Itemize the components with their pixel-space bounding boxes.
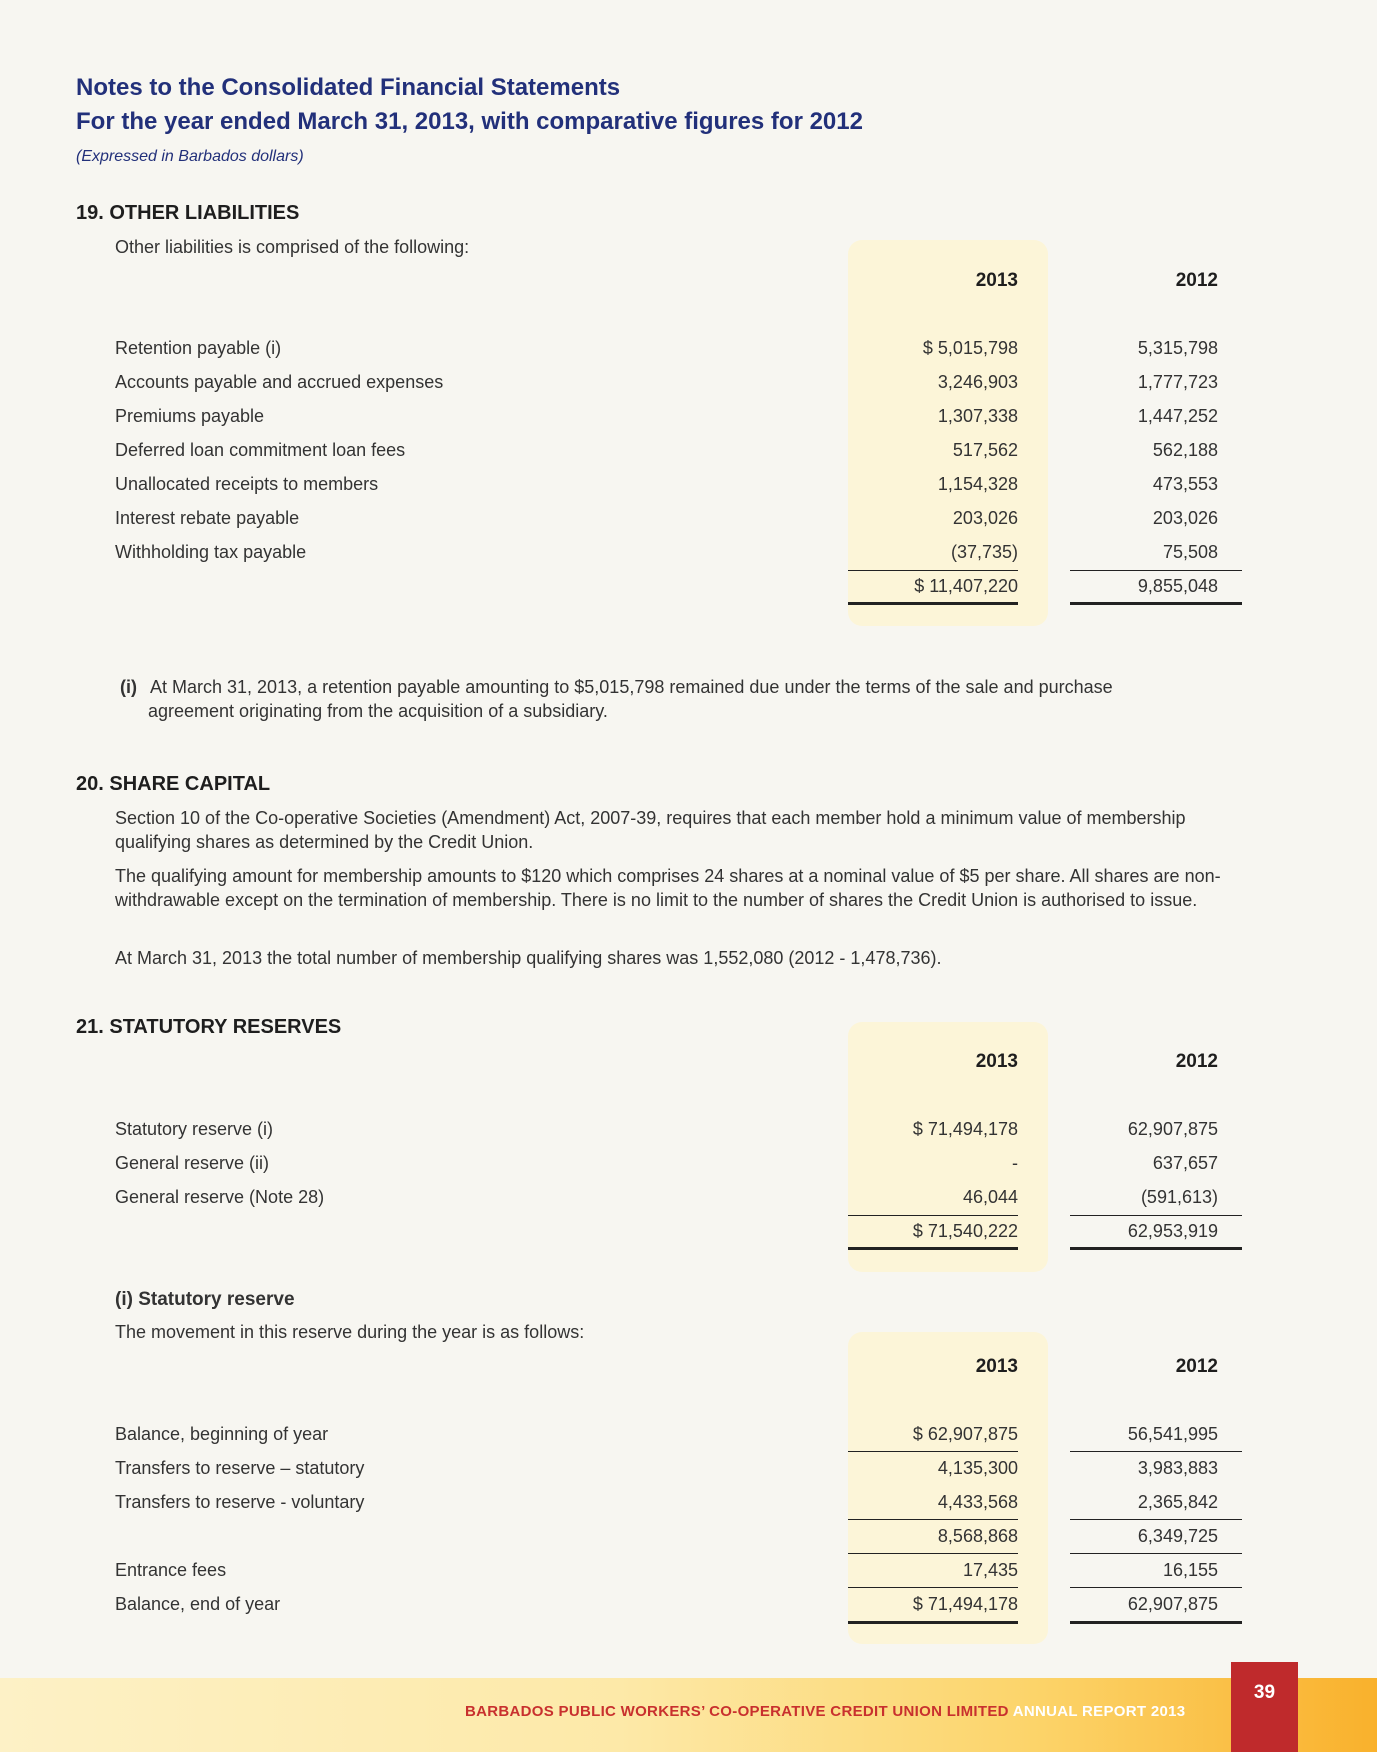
statutory-reserve-heading: (i) Statutory reserve xyxy=(115,1289,295,1310)
total-2013: $ 11,407,220 xyxy=(914,576,1018,596)
total-rule xyxy=(1070,602,1242,605)
footer-report: ANNUAL REPORT 2013 xyxy=(1008,1703,1186,1720)
value-2012: 562,188 xyxy=(1152,440,1218,460)
row-label: Accounts payable and accrued expenses xyxy=(115,372,444,392)
page-title: Notes to the Consolidated Financial Statements xyxy=(76,74,621,101)
share-capital-paragraph-2: The qualifying amount for membership amounts to $120 which comprises 24 shares at a nominal value of $5 per share. All shares are non-withdrawable except on the termination of membership. There is no limit to the number of shares the Credit Union is authorised to issue. xyxy=(115,866,1221,910)
total-row xyxy=(0,1215,1377,1249)
table-row xyxy=(0,332,1377,366)
table-row xyxy=(0,366,1377,400)
table-row xyxy=(0,400,1377,434)
value-2013: 4,433,568 xyxy=(937,1492,1018,1512)
value-2012: 1,777,723 xyxy=(1137,372,1218,392)
note-marker: (i) xyxy=(120,677,137,697)
value-2012: 56,541,995 xyxy=(1127,1424,1218,1444)
value-2012: 5,315,798 xyxy=(1137,338,1218,358)
note-text: At March 31, 2013, a retention payable amounting to $5,015,798 remained due under the terms of the sale and purchase xyxy=(150,677,1113,697)
row-label: Unallocated receipts to members xyxy=(115,474,379,494)
table-row xyxy=(0,502,1377,536)
table-row xyxy=(0,536,1377,570)
total-rule xyxy=(1070,1247,1242,1250)
total-rule xyxy=(848,1247,1018,1250)
row-label: Deferred loan commitment loan fees xyxy=(115,440,406,460)
page-subtitle: For the year ended March 31, 2013, with comparative figures for 2012 xyxy=(76,108,863,135)
section-21-heading: 21. STATUTORY RESERVES xyxy=(76,1016,342,1038)
note-text-continued: agreement originating from the acquisition of a subsidiary. xyxy=(148,701,608,721)
table-row xyxy=(0,1113,1377,1147)
value-2013: 8,568,868 xyxy=(937,1526,1018,1546)
total-row xyxy=(0,1588,1377,1622)
table-row xyxy=(0,1452,1377,1486)
value-2013: 4,135,300 xyxy=(937,1458,1018,1478)
value-2012: 16,155 xyxy=(1162,1560,1218,1580)
value-2012: 2,365,842 xyxy=(1137,1492,1218,1512)
row-label: Transfers to reserve - voluntary xyxy=(115,1492,365,1512)
currency-note: (Expressed in Barbados dollars) xyxy=(76,148,304,165)
value-2012: 75,508 xyxy=(1162,542,1218,562)
value-2012: 62,907,875 xyxy=(1127,1594,1218,1614)
value-2013: $ 71,494,178 xyxy=(912,1119,1018,1139)
value-2013: 1,154,328 xyxy=(937,474,1018,494)
total-2013: $ 71,540,222 xyxy=(912,1221,1018,1241)
row-label: General reserve (ii) xyxy=(115,1153,270,1173)
value-2012: 62,907,875 xyxy=(1127,1119,1218,1139)
value-2012: 637,657 xyxy=(1152,1153,1218,1173)
section-19-heading: 19. OTHER LIABILITIES xyxy=(76,202,300,224)
col-header-2012: 2012 xyxy=(1175,1356,1218,1377)
table-row xyxy=(0,434,1377,468)
value-2013: 203,026 xyxy=(952,508,1018,528)
value-2013: 1,307,338 xyxy=(937,406,1018,426)
table-row xyxy=(0,468,1377,502)
total-2012: 9,855,048 xyxy=(1137,576,1218,596)
total-2012: 62,953,919 xyxy=(1127,1221,1218,1241)
row-label: Withholding tax payable xyxy=(115,542,307,562)
table-row xyxy=(0,1486,1377,1520)
table-row xyxy=(0,1554,1377,1588)
statutory-reserve-intro: The movement in this reserve during the year is as follows: xyxy=(115,1322,585,1342)
value-2013: - xyxy=(1012,1153,1018,1173)
value-2012: 1,447,252 xyxy=(1137,406,1218,426)
page-number: 39 xyxy=(1231,1662,1298,1752)
value-2013: 517,562 xyxy=(952,440,1018,460)
subtotal-row xyxy=(0,1520,1377,1554)
value-2013: $ 5,015,798 xyxy=(922,338,1018,358)
col-header-2012: 2012 xyxy=(1175,270,1218,291)
row-label: Premiums payable xyxy=(115,406,265,426)
section-19-intro: Other liabilities is comprised of the following: xyxy=(115,237,470,257)
table-row xyxy=(0,1147,1377,1181)
row-label: Entrance fees xyxy=(115,1560,227,1580)
row-label: Balance, end of year xyxy=(115,1594,281,1614)
col-header-2013: 2013 xyxy=(975,1356,1018,1377)
row-label: Retention payable (i) xyxy=(115,338,282,358)
value-2012: (591,613) xyxy=(1140,1187,1218,1207)
col-header-2012: 2012 xyxy=(1175,1051,1218,1072)
value-2012: 6,349,725 xyxy=(1137,1526,1218,1546)
row-label: Transfers to reserve – statutory xyxy=(115,1458,365,1478)
value-2013: 46,044 xyxy=(962,1187,1018,1207)
row-label: Balance, beginning of year xyxy=(115,1424,329,1444)
table-row xyxy=(0,1418,1377,1452)
col-header-2013: 2013 xyxy=(975,270,1018,291)
share-capital-paragraph-3: At March 31, 2013 the total number of membership qualifying shares was 1,552,080 (2012 - 1,478,736). xyxy=(115,948,942,968)
row-label: General reserve (Note 28) xyxy=(115,1187,325,1207)
value-2013: $ 71,494,178 xyxy=(912,1594,1018,1614)
total-rule xyxy=(848,602,1018,605)
section-20-heading: 20. SHARE CAPITAL xyxy=(76,773,271,795)
value-2013: 3,246,903 xyxy=(937,372,1018,392)
total-rule xyxy=(848,1621,1018,1624)
share-capital-paragraph-1: Section 10 of the Co-operative Societies (Amendment) Act, 2007-39, requires that each member hold a minimum value of membership qualifying shares as determined by the Credit Union. xyxy=(115,808,1186,852)
col-header-2013: 2013 xyxy=(975,1051,1018,1072)
footer-org: BARBADOS PUBLIC WORKERS’ CO-OPERATIVE CREDIT UNION LIMITED xyxy=(465,1703,1009,1720)
value-2013: (37,735) xyxy=(950,542,1018,562)
total-row xyxy=(0,570,1377,604)
table-row xyxy=(0,1181,1377,1215)
value-2012: 473,553 xyxy=(1152,474,1218,494)
total-rule xyxy=(1070,1621,1242,1624)
value-2012: 203,026 xyxy=(1152,508,1218,528)
value-2012: 3,983,883 xyxy=(1137,1458,1218,1478)
value-2013: 17,435 xyxy=(962,1560,1018,1580)
footer-text xyxy=(465,1703,1185,1720)
row-label: Statutory reserve (i) xyxy=(115,1119,274,1139)
row-label: Interest rebate payable xyxy=(115,508,300,528)
value-2013: $ 62,907,875 xyxy=(912,1424,1018,1444)
